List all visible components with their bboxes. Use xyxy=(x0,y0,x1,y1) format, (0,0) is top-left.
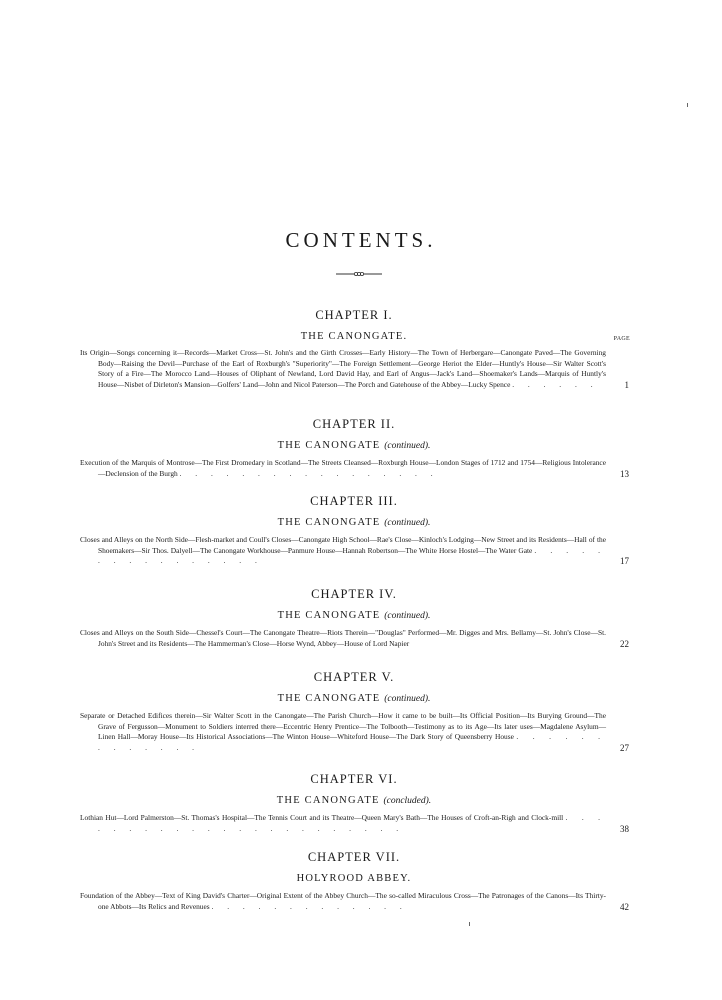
chapter-summary-text: Separate or Detached Edifices therein—Sir Walter Scott in the Canongate—The Parish Church—How it came to be built—Its Official Position—Its Burying Ground—The Grave of Fergusson—Monument to Soldiers interred there—Eccentric Henry Prentice—The Tolbooth—Testimony as to its Age—Its later uses—Magdalene Asylum—Linen Hall—Moray House—Its Historical Associations—The Winton House—Whiteford House—The Dark Story of Queensberry House xyxy=(80,711,606,742)
dot-leader: . . . . . . . . . . . . . . . . xyxy=(98,545,606,566)
chapter-heading: CHAPTER II. xyxy=(312,417,396,431)
chapter-subtitle-text: THE CANONGATE. xyxy=(300,331,408,342)
chapter-summary xyxy=(80,891,628,912)
dot-leader: . . . . . . . . . . . . . xyxy=(98,732,607,752)
chapter-summary xyxy=(80,348,628,390)
dot-leader: . . . . . . . . . . . . . xyxy=(211,901,408,911)
chapter-subtitle xyxy=(80,330,628,344)
chapter-summary-text: Closes and Alleys on the North Side—Flesh-market and Coull's Closes—Canongate High School—Rae's Close—Kinloch's Lodging—New Street and its Residents—Hall of the Shoemakers—Sir Thos. Dalyell—The Canongate Workhouse—Panmure House—Hannah Robertson—The White Horse Hostel—The Water Gate xyxy=(80,535,606,555)
chapter-heading: CHAPTER IV. xyxy=(311,587,397,601)
page-title: CONTENTS. xyxy=(285,228,437,252)
page-column-label: PAGE xyxy=(613,336,630,342)
chapter-entry xyxy=(80,417,628,479)
chapter-summary-text: Execution of the Marquis of Montrose—The First Dromedary in Scotland—The Streets Cleansed—Roxburgh House—London Stages of 1712 and 1754—Religious Intolerance—Declension of the Burgh xyxy=(80,458,606,478)
chapter-summary-text: Closes and Alleys on the South Side—Chessel's Court—The Canongate Theatre—Riots Therein—"Douglas" Performed—Mr. Digges and Mrs. Bellamy—St. John's Close—St. John's Street and its Residents—The Hammerman's Close—Horse Wynd, Abbey—House of Lord Napier xyxy=(80,628,606,648)
ornament-divider-icon xyxy=(336,270,382,278)
chapter-subtitle-note: (continued). xyxy=(384,611,431,621)
chapter-subtitle xyxy=(80,692,628,706)
chapter-heading: CHAPTER V. xyxy=(313,670,395,684)
page-number: 13 xyxy=(620,468,629,479)
chapter-heading: CHAPTER VII. xyxy=(307,850,401,864)
chapter-subtitle-note: (continued). xyxy=(384,441,431,451)
chapter-heading: CHAPTER III. xyxy=(310,494,398,508)
chapter-entry xyxy=(80,308,628,390)
chapter-subtitle xyxy=(80,609,628,623)
page-number: 38 xyxy=(620,823,629,834)
chapter-entry xyxy=(80,494,628,567)
chapter-subtitle-note: (continued). xyxy=(384,694,431,704)
chapter-summary xyxy=(80,535,628,567)
chapter-entry xyxy=(80,772,628,834)
chapter-summary xyxy=(80,458,628,479)
chapter-summary-text: Its Origin—Songs concerning it—Records—Market Cross—St. John's and the Girth Crosses—Early History—The Town of Herbergare—Canongate Paved—The Governing Body—Raising the Devil—Purchase of the Earl of Roxburgh's "Superiority"—The Foreign Settlement—George Heriot the Elder—Huntly's House—Sir Walter Scott's Story of a Fire—The Morocco Land—Houses of Oliphant of Newland, Lord David Hay, and Earl of Angus—Jack's Land—Shoemaker's Lands—Marquis of Huntly's House—Nisbet of Dirleton's Mansion—Golfers' Land—John and Nicol Paterson—The Porch and Gatehouse of the Abbey—Lucky Spence xyxy=(80,348,606,389)
page-number: 1 xyxy=(624,379,629,390)
chapter-entry xyxy=(80,587,628,649)
chapter-subtitle xyxy=(80,439,628,453)
page-number: 42 xyxy=(620,901,629,912)
dot-leader: . . . . . . xyxy=(512,379,599,389)
chapter-subtitle-text: THE CANONGATE xyxy=(277,610,381,621)
page-number: 27 xyxy=(620,742,629,753)
chapter-heading: CHAPTER VI. xyxy=(310,772,398,786)
speck-top-right xyxy=(687,103,688,107)
chapter-subtitle xyxy=(80,794,628,808)
chapter-subtitle xyxy=(80,872,628,886)
speck-bottom xyxy=(469,922,470,926)
chapter-subtitle-text: HOLYROOD ABBEY. xyxy=(296,873,412,884)
chapter-subtitle-text: THE CANONGATE xyxy=(277,693,381,704)
chapter-summary-text: Foundation of the Abbey—Text of King David's Charter—Original Extent of the Abbey Church—The so-called Miraculous Cross—The Patronages of the Canons—Its Thirty-one Abbots—Its Relics and Revenues xyxy=(80,891,606,911)
chapter-subtitle xyxy=(80,516,628,530)
dot-leader: . . . . . . . . . . . . . . . . . xyxy=(179,468,439,478)
chapter-summary xyxy=(80,711,628,753)
chapter-subtitle-text: THE CANONGATE xyxy=(276,795,380,806)
page-number: 22 xyxy=(620,638,629,649)
page-number: 17 xyxy=(620,556,629,567)
chapter-entry xyxy=(80,670,628,753)
chapter-subtitle-note: (concluded). xyxy=(383,796,432,806)
dot-leader: . . . . . . . . . . . . . . . . . . . . . . . xyxy=(98,813,606,833)
chapter-entry xyxy=(80,850,628,912)
chapter-subtitle-note: (continued). xyxy=(384,518,431,528)
chapter-summary xyxy=(80,628,628,649)
chapter-summary-text: Lothian Hut—Lord Palmerston—St. Thomas's Hospital—The Tennis Court and its Theatre—Queen Mary's Bath—The Houses of Croft-an-Righ and Clock-mill xyxy=(80,813,564,822)
chapter-subtitle-text: THE CANONGATE xyxy=(277,517,381,528)
chapter-subtitle-text: THE CANONGATE xyxy=(277,440,381,451)
chapter-heading: CHAPTER I. xyxy=(315,308,393,322)
chapter-summary xyxy=(80,813,628,834)
